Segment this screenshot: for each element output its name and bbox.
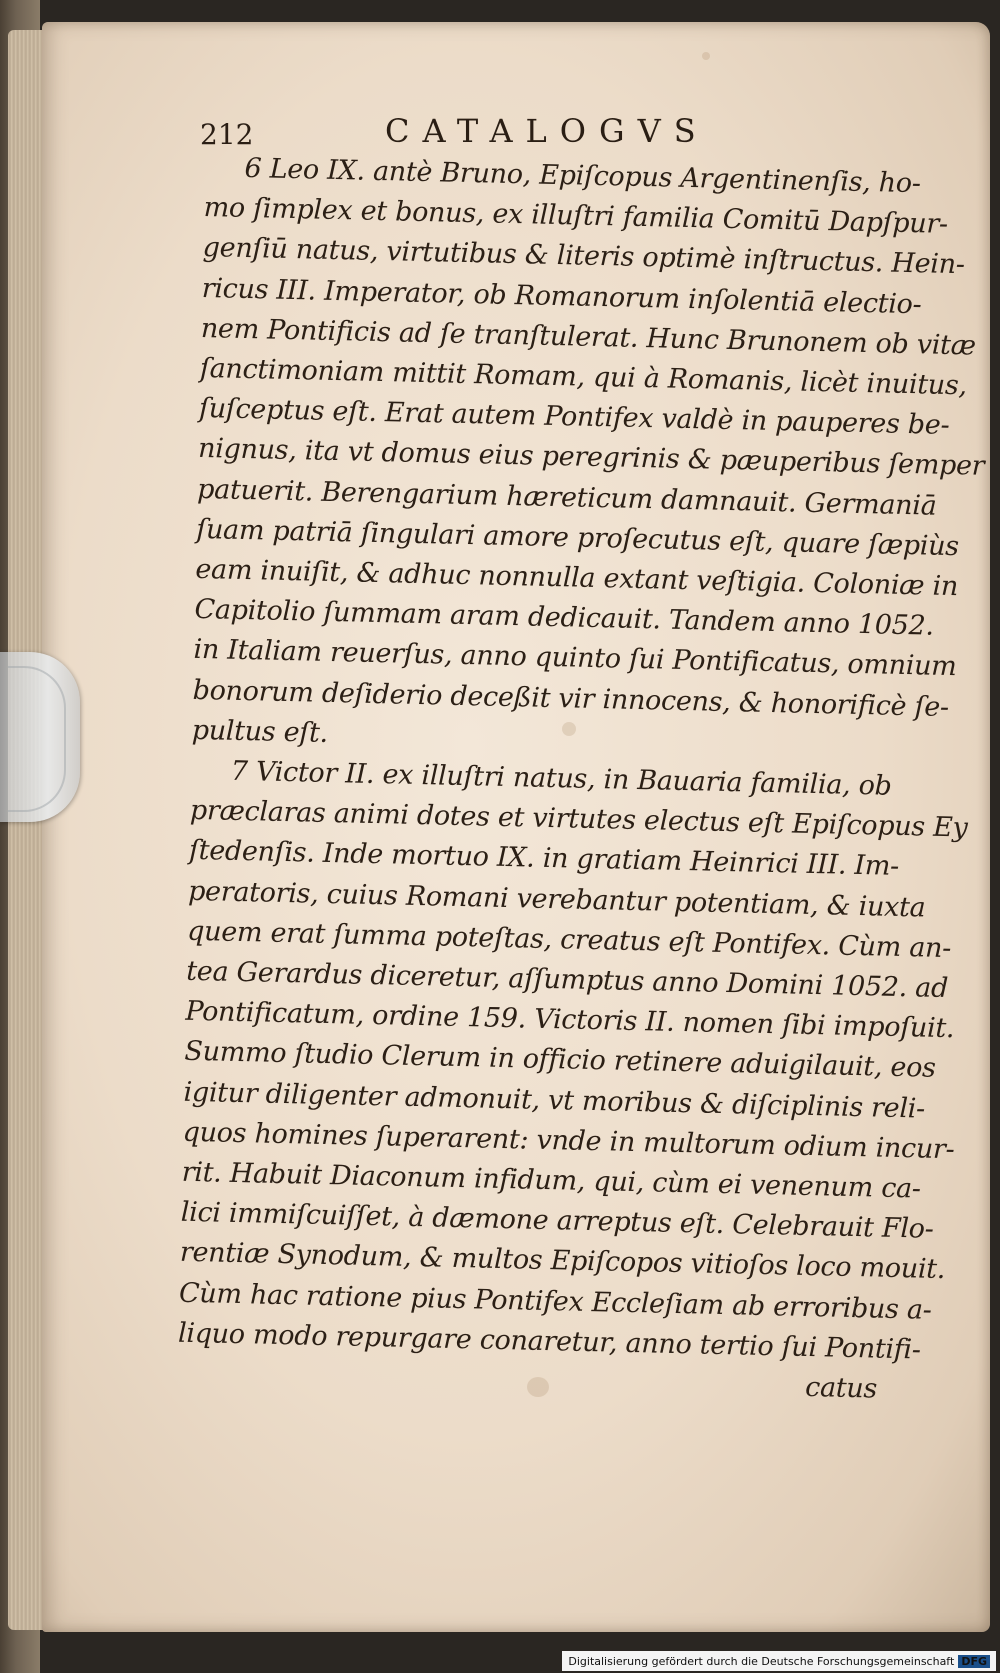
body-text (177, 148, 985, 1410)
digitization-credit (562, 1651, 996, 1671)
page-header (200, 112, 920, 152)
text-line: bonorum deſiderio deceßit vir innocens, & honorificè ſe- (192, 674, 950, 723)
text-line: ſuſceptus eſt. Erat autem Pontifex valdè in pauperes be- (198, 393, 950, 442)
text-line: Capitolio ſummam aram dedicauit. Tandem anno 1052. (194, 594, 935, 642)
text-line: rentiæ Synodum, & multos Epiſcopos vitioſos loco mouit. (179, 1237, 946, 1286)
text-line: ricus III. Imperator, ob Romanorum inſolentiā electio- (201, 272, 922, 320)
text-line: 6 Leo IX. antè Bruno, Epiſcopus Argentinenſis, ho- (244, 152, 921, 200)
text-line: nem Pontificis ad ſe tranſtulerat. Hunc Brunonem ob vitæ (200, 312, 977, 362)
dfg-logo: DFG (958, 1655, 990, 1668)
text-line: ſuam patriā ſingulari amore proſecutus eſt, quare ſæpiùs (195, 513, 960, 563)
text-line: liquo modo repurgare conaretur, anno tertio ſui Pontifi- (177, 1317, 921, 1366)
paper-stain (702, 52, 710, 60)
text-line: ſanctimoniam mittit Romam, qui à Romanis, licèt inuitus, (199, 352, 968, 402)
text-line: præclaras animi dotes et virtutes electus eſt Epiſcopus Ey (189, 795, 968, 844)
text-line: nignus, ita vt domus eius peregrinis & pæuperibus ſemper (197, 433, 985, 483)
text-line: in Italiam reuerſus, anno quinto ſui Pontificatus, omnium (193, 634, 957, 683)
text-line: lici immiſcuiſſet, à dæmone arreptus eſt. Celebrauit Flo- (180, 1197, 934, 1246)
text-line: peratoris, cuius Romani verebantur potentiam, & iuxta (187, 875, 926, 924)
text-line: genſiū natus, virtutibus & literis optimè inſtructus. Hein- (202, 232, 965, 281)
credit-text: Digitalisierung gefördert durch die Deutsche Forschungsgemeinschaft (568, 1654, 955, 1668)
text-line: rit. Habuit Diaconum infidum, qui, cùm ei venenum ca- (181, 1156, 922, 1205)
text-line: quos homines ſuperarent: vnde in multorum odium incur- (182, 1116, 955, 1166)
text-line: quem erat ſumma poteſtas, creatus eſt Pontifex. Cùm an- (186, 915, 952, 964)
text-line: Summo ſtudio Clerum in officio retinere aduigilauit, eos (184, 1036, 936, 1085)
text-line: ſtedenſis. Inde mortuo IX. in gratiam Heinrici III. Im- (188, 835, 900, 883)
text-line: 7 Victor II. ex illuſtri natus, in Bauaria familia, ob (230, 755, 892, 802)
text-line: Cùm hac ratione pius Pontifex Eccleſiam ab erroribus a- (178, 1277, 932, 1326)
text-line: patuerit. Berengarium hæreticum damnauit. Germaniā (196, 473, 937, 522)
text-line: tea Gerardus diceretur, aſſumptus anno Domini 1052. ad (185, 955, 949, 1005)
text-line: pultus eſt. (191, 714, 329, 749)
text-line: mo ſimplex et bonus, ex illuſtri familia Comitū Dapſpur- (203, 192, 949, 241)
page-number: 212 (200, 118, 254, 151)
text-line: eam inuiſit, & adhuc nonnulla extant veſtigia. Coloniæ in (195, 553, 959, 603)
running-head: CATALOGVS (385, 112, 709, 150)
text-line: catus (804, 1372, 878, 1405)
text-line: igitur diligenter admonuit, vt moribus & diſciplinis reli- (183, 1076, 926, 1125)
text-line: Pontificatum, ordine 159. Victoris II. nomen ſibi impoſuit. (185, 996, 955, 1045)
page-clip (0, 652, 80, 822)
